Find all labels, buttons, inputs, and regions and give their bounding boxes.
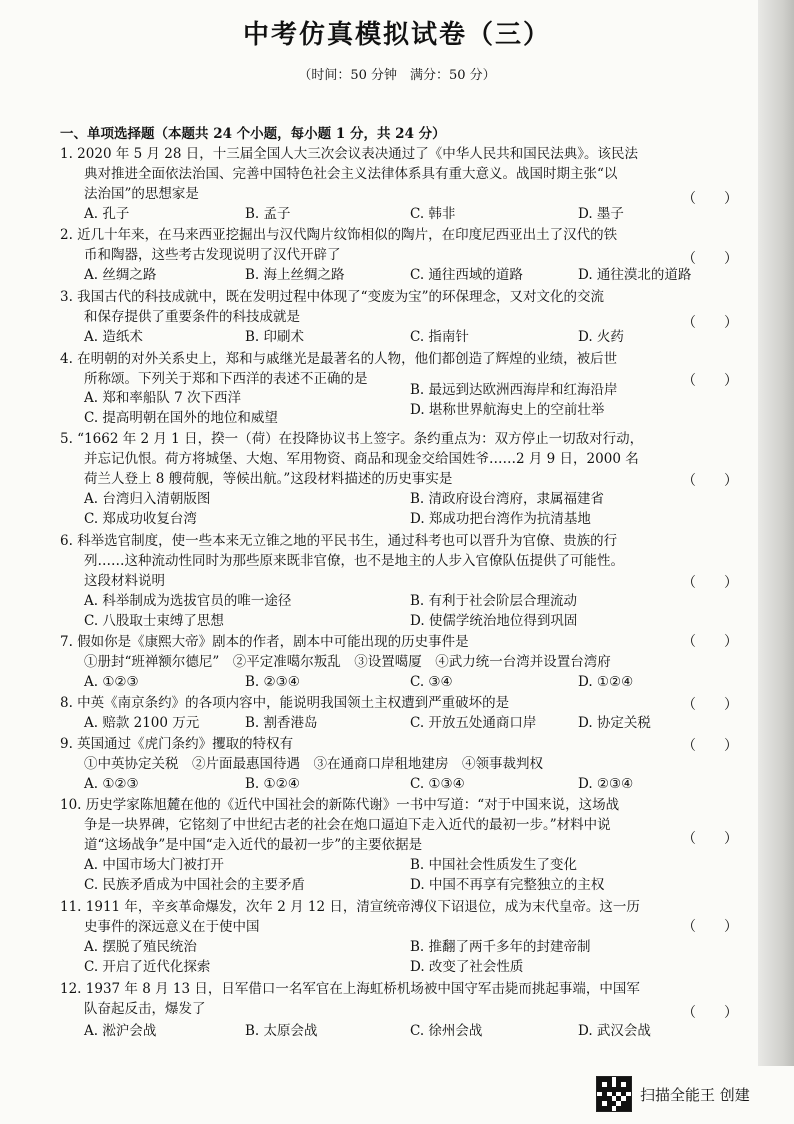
q2-option-c[interactable]: C. 通往西域的道路 xyxy=(410,267,523,283)
q1-line1: 1. 2020 年 5 月 28 日，十三届全国人大三次会议表决通过了《中华人民共和国民法典》。该民法 xyxy=(60,146,639,162)
q1-line3: 法治国”的思想家是 xyxy=(84,186,199,202)
q12-line1: 12. 1937 年 8 月 13 日，日军借口一名军官在上海虹桥机场被中国守军击毙而挑起事端，中国军 xyxy=(60,981,640,997)
q4-option-a[interactable]: A. 郑和率船队 7 次下西洋 xyxy=(84,390,242,406)
q11-option-c[interactable]: C. 开启了近代化探索 xyxy=(84,959,211,975)
q9-option-a[interactable]: A. ①②③ xyxy=(84,776,139,792)
q4-option-b[interactable]: B. 最远到达欧洲西海岸和红海沿岸 xyxy=(410,382,618,398)
q5-option-b[interactable]: B. 清政府设台湾府，隶属福建省 xyxy=(410,491,605,507)
q2-option-d[interactable]: D. 通往漠北的道路 xyxy=(578,267,692,283)
q4-option-d[interactable]: D. 堪称世界航海史上的空前壮举 xyxy=(410,402,605,418)
q2-option-b[interactable]: B. 海上丝绸之路 xyxy=(245,267,345,283)
q10-option-d[interactable]: D. 中国不再享有完整独立的主权 xyxy=(410,877,605,893)
q3-option-b[interactable]: B. 印刷术 xyxy=(245,329,305,345)
q5-option-d[interactable]: D. 郑成功把台湾作为抗清基地 xyxy=(410,511,591,527)
q4-line2: 所称颂。下列关于郑和下西洋的表述不正确的是 xyxy=(84,371,368,387)
q9-option-b[interactable]: B. ①②④ xyxy=(245,776,300,792)
q8-option-c[interactable]: C. 开放五处通商口岸 xyxy=(410,715,537,731)
q8-option-a[interactable]: A. 赔款 2100 万元 xyxy=(84,715,200,731)
q7-statements: ①册封“班禅额尔德尼” ②平定准噶尔叛乱 ③设置噶厦 ④武力统一台湾并设置台湾府 xyxy=(84,654,611,670)
q12-option-c[interactable]: C. 徐州会战 xyxy=(410,1023,483,1039)
page-title: 中考仿真模拟试卷（三） xyxy=(242,20,551,50)
q10-option-a[interactable]: A. 中国市场大门被打开 xyxy=(84,857,224,873)
q3-option-c[interactable]: C. 指南针 xyxy=(410,329,469,345)
q6-line3: 这段材料说明 xyxy=(84,573,165,589)
q10-answer-bracket[interactable]: （ ） xyxy=(682,831,738,847)
q5-option-c[interactable]: C. 郑成功收复台湾 xyxy=(84,511,197,527)
q4-answer-bracket[interactable]: （ ） xyxy=(682,373,738,389)
q11-option-a[interactable]: A. 摆脱了殖民统治 xyxy=(84,939,197,955)
q6-option-d[interactable]: D. 使儒学统治地位得到巩固 xyxy=(410,613,578,629)
q2-option-a[interactable]: A. 丝绸之路 xyxy=(84,267,157,283)
q7-option-a[interactable]: A. ①②③ xyxy=(84,674,139,690)
q6-option-c[interactable]: C. 八股取士束缚了思想 xyxy=(84,613,224,629)
q5-line1: 5. “1662 年 2 月 1 日，揆一（荷）在投降协议书上签字。条约重点为：双方停止一切敌对行动， xyxy=(60,431,644,447)
q6-line1: 6. 科举选官制度，使一些本来无立锥之地的平民书生，通过科考也可以晋升为官僚、贵族的行 xyxy=(60,533,618,549)
q1-option-c[interactable]: C. 韩非 xyxy=(410,206,456,222)
q7-option-c[interactable]: C. ③④ xyxy=(410,674,453,690)
q7-line1: 7. 假如你是《康熙大帝》剧本的作者，剧本中可能出现的历史事件是 xyxy=(60,634,469,650)
q7-answer-bracket[interactable]: （ ） xyxy=(682,634,738,650)
q10-option-b[interactable]: B. 中国社会性质发生了变化 xyxy=(410,857,578,873)
q1-option-d[interactable]: D. 墨子 xyxy=(578,206,624,222)
q3-line1: 3. 我国古代的科技成就中，既在发明过程中体现了“变废为宝”的环保理念，又对文化的交流 xyxy=(60,289,604,305)
q11-line2: 史事件的深远意义在于使中国 xyxy=(84,919,260,935)
q12-option-b[interactable]: B. 太原会战 xyxy=(245,1023,318,1039)
q9-answer-bracket[interactable]: （ ） xyxy=(682,738,738,754)
q8-option-d[interactable]: D. 协定关税 xyxy=(578,715,651,731)
qr-code-icon xyxy=(596,1076,632,1112)
q5-line2: 并忘记仇恨。荷方将城堡、大炮、军用物资、商品和现金交给国姓爷……2 月 9 日，2000 名 xyxy=(84,451,639,467)
q3-answer-bracket[interactable]: （ ） xyxy=(682,315,738,331)
q1-answer-bracket[interactable]: （ ） xyxy=(682,191,738,207)
q7-option-d[interactable]: D. ①②④ xyxy=(578,674,634,690)
q12-option-a[interactable]: A. 淞沪会战 xyxy=(84,1023,157,1039)
q5-line3: 荷兰人登上 8 艘荷舰，等候出航。”这段材料描述的历史事实是 xyxy=(84,471,453,487)
q3-option-a[interactable]: A. 造纸术 xyxy=(84,329,143,345)
q12-option-d[interactable]: D. 武汉会战 xyxy=(578,1023,651,1039)
q10-line1: 10. 历史学家陈旭麓在他的《近代中国社会的新陈代谢》一书中写道：“对于中国来说，这场战 xyxy=(60,797,620,813)
watermark-text: 扫描全能王 创建 xyxy=(640,1085,750,1104)
q8-line1: 8. 中英《南京条约》的各项内容中，能说明我国领土主权遭到严重破坏的是 xyxy=(60,695,510,711)
q8-option-b[interactable]: B. 割香港岛 xyxy=(245,715,318,731)
q1-line2: 典对推进全面依法治国、完善中国特色社会主义法律体系具有重大意义。战国时期主张“以 xyxy=(84,166,618,182)
q11-line1: 11. 1911 年，辛亥革命爆发，次年 2 月 12 日，清宣统帝溥仪下诏退位，成为末代皇帝。这一历 xyxy=(60,899,640,915)
q4-option-c[interactable]: C. 提高明朝在国外的地位和威望 xyxy=(84,410,278,426)
q8-answer-bracket[interactable]: （ ） xyxy=(682,697,738,713)
q3-line2: 和保存提供了重要条件的科技成就是 xyxy=(84,309,300,325)
exam-info: （时间：50 分钟 满分：50 分） xyxy=(298,68,496,83)
q4-line1: 4. 在明朝的对外关系史上，郑和与戚继光是最著名的人物，他们都创造了辉煌的业绩，被后世 xyxy=(60,351,618,367)
q10-option-c[interactable]: C. 民族矛盾成为中国社会的主要矛盾 xyxy=(84,877,305,893)
q10-line3: 道“这场战争”是中国“走入近代的最初一步”的主要依据是 xyxy=(84,837,423,853)
q6-option-a[interactable]: A. 科举制成为选拔官员的唯一途径 xyxy=(84,593,292,609)
q6-line2: 列……这种流动性同时为那些原来既非官僚，也不是地主的人步入官僚队伍提供了可能性。 xyxy=(84,553,624,569)
q9-line1: 9. 英国通过《虎门条约》攫取的特权有 xyxy=(60,736,294,752)
q12-answer-bracket[interactable]: （ ） xyxy=(682,1005,738,1021)
q12-line2: 队奋起反击，爆发了 xyxy=(84,1001,206,1017)
page-edge-shadow xyxy=(758,0,794,1066)
section-heading: 一、单项选择题（本题共 24 个小题，每小题 1 分，共 24 分） xyxy=(60,126,446,142)
q11-answer-bracket[interactable]: （ ） xyxy=(682,919,738,935)
q10-line2: 争是一块界碑，它铭刻了中世纪古老的社会在炮口逼迫下走入近代的最初一步。”材料中说 xyxy=(84,817,611,833)
q5-answer-bracket[interactable]: （ ） xyxy=(682,473,738,489)
q3-option-d[interactable]: D. 火药 xyxy=(578,329,624,345)
q9-option-c[interactable]: C. ①③④ xyxy=(410,776,465,792)
q9-statements: ①中英协定关税 ②片面最惠国待遇 ③在通商口岸租地建房 ④领事裁判权 xyxy=(84,756,543,772)
q7-option-b[interactable]: B. ②③④ xyxy=(245,674,300,690)
q2-answer-bracket[interactable]: （ ） xyxy=(682,251,738,267)
q9-option-d[interactable]: D. ②③④ xyxy=(578,776,634,792)
q6-option-b[interactable]: B. 有利于社会阶层合理流动 xyxy=(410,593,578,609)
q1-option-a[interactable]: A. 孔子 xyxy=(84,206,130,222)
scanner-watermark xyxy=(596,1076,786,1112)
q2-line1: 2. 近几十年来，在马来西亚挖掘出与汉代陶片纹饰相似的陶片，在印度尼西亚出土了汉代的铁 xyxy=(60,227,618,243)
q11-option-d[interactable]: D. 改变了社会性质 xyxy=(410,959,524,975)
q2-line2: 币和陶器，这些考古发现说明了汉代开辟了 xyxy=(84,247,341,263)
q11-option-b[interactable]: B. 推翻了两千多年的封建帝制 xyxy=(410,939,591,955)
q5-option-a[interactable]: A. 台湾归入清朝版图 xyxy=(84,491,211,507)
q6-answer-bracket[interactable]: （ ） xyxy=(682,575,738,591)
q1-option-b[interactable]: B. 孟子 xyxy=(245,206,291,222)
